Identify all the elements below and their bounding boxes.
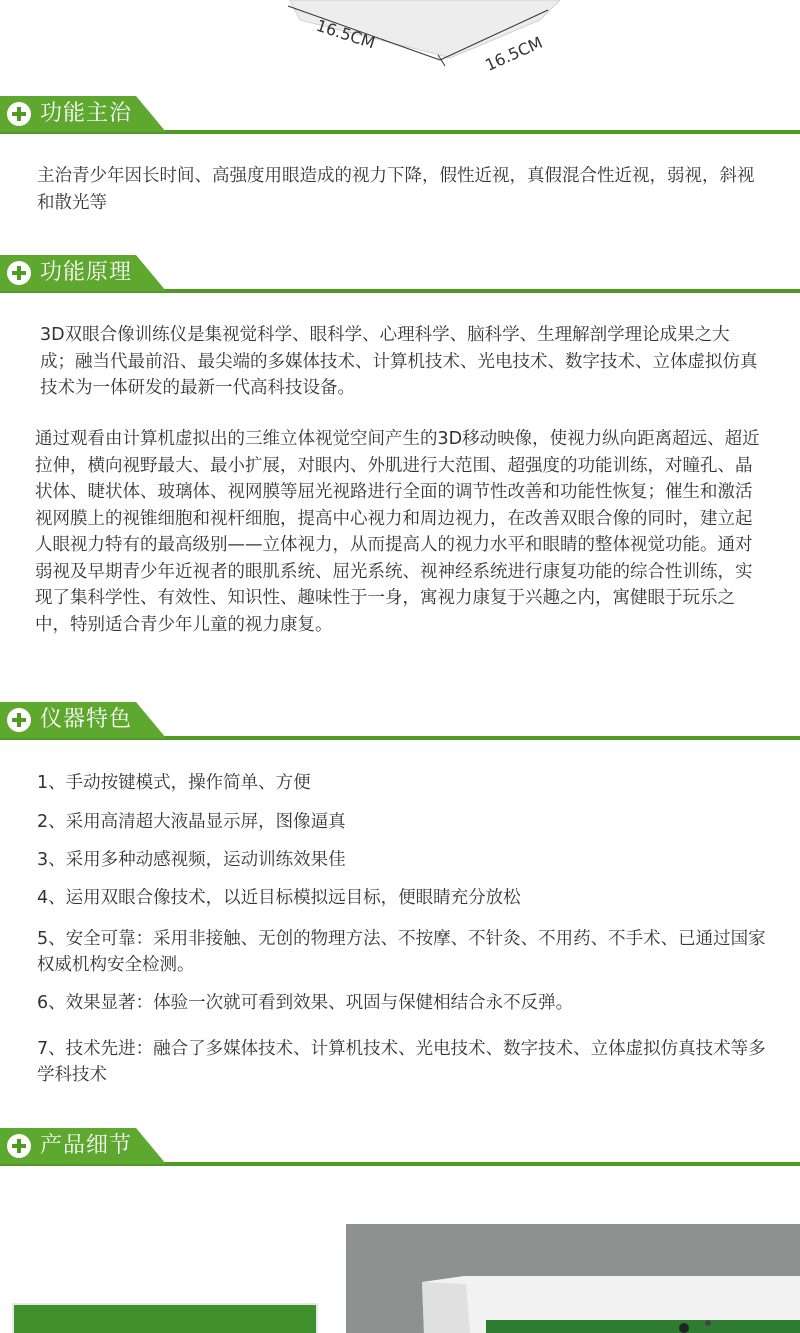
product-detail-photo xyxy=(346,1224,800,1333)
feature-item: 2、采用高清超大液晶显示屏，图像逼真 xyxy=(37,812,346,832)
product-device-image xyxy=(346,1224,800,1333)
feature-item: 1、手动按键模式，操作简单、方便 xyxy=(37,773,311,793)
section-title: 产品细节 xyxy=(40,1133,133,1158)
dimension-label-right: 16.5CM xyxy=(482,32,546,75)
plus-icon xyxy=(7,1134,31,1158)
principle-detail-text: 通过观看由计算机虚拟出的三维立体视觉空间产生的3D移动映像，使视力纵向距离超远、超近拉伸，横向视野最大、最小扩展，对眼内、外肌进行大范围、超强度的功能训练，对瞳孔、晶状体、睫状体、玻璃体、视网膜等屈光视路进行全面的调节性改善和功能性恢复；催生和激活视网膜上的视锥细胞和视杆细胞，提高中心视力和周边视力，在改善双眼合像的同时，建立起人眼视力特有的最高级别——立体视力，从而提高人的视力水平和眼睛的整体视觉功能。通对弱视及早期青少年近视者的眼肌系统、屈光系统、视神经系统进行康复功能的综合性训练，实现了集科学性、有效性、知识性、趣味性于一身，寓视力康复于兴趣之内，寓健眼于玩乐之中，特别适合青少年儿童的视力康复。 xyxy=(35,429,760,635)
main-treatment-text: 主治青少年因长时间、高强度用眼造成的视力下降，假性近视，真假混合性近视，弱视，斜视和散光等 xyxy=(37,166,755,213)
plus-icon xyxy=(7,261,31,285)
dimension-label-left: 16.5CM xyxy=(313,15,378,53)
feature-item: 7、技术先进：融合了多媒体技术、计算机技术、光电技术、数字技术、立体虚拟仿真技术等多学科技术 xyxy=(37,1039,766,1085)
feature-item: 6、效果显著：体验一次就可看到效果、巩固与保健相结合永不反弹。 xyxy=(37,993,574,1013)
section-header-principle xyxy=(0,255,800,295)
plus-icon xyxy=(7,708,31,732)
section-title: 功能主治 xyxy=(40,101,133,126)
section-header-features xyxy=(0,702,800,742)
principle-intro-text: 3D双眼合像训练仪是集视觉科学、眼科学、心理科学、脑科学、生理解剖学理论成果之大成；融当代最前沿、最尖端的多媒体技术、计算机技术、光电技术、数字技术、立体虚拟仿真技术为一体研发的最新一代高科技设备。 xyxy=(40,325,758,398)
product-dimension-figure xyxy=(0,0,800,80)
section-title: 功能原理 xyxy=(40,260,133,285)
feature-item: 5、安全可靠：采用非接触、无创的物理方法、不按摩、不针灸、不用药、不手术、已通过国家权威机构安全检测。 xyxy=(37,929,766,975)
section-header-details xyxy=(0,1128,800,1168)
feature-item: 4、运用双眼合像技术，以近目标模拟远目标，便眼睛充分放松 xyxy=(37,888,521,908)
section-title: 仪器特色 xyxy=(40,707,133,732)
feature-item: 3、采用多种动感视频，运动训练效果佳 xyxy=(37,850,346,870)
plus-icon xyxy=(7,102,31,126)
section-header-main-treatment xyxy=(0,96,800,136)
detail-green-panel xyxy=(12,1303,318,1333)
